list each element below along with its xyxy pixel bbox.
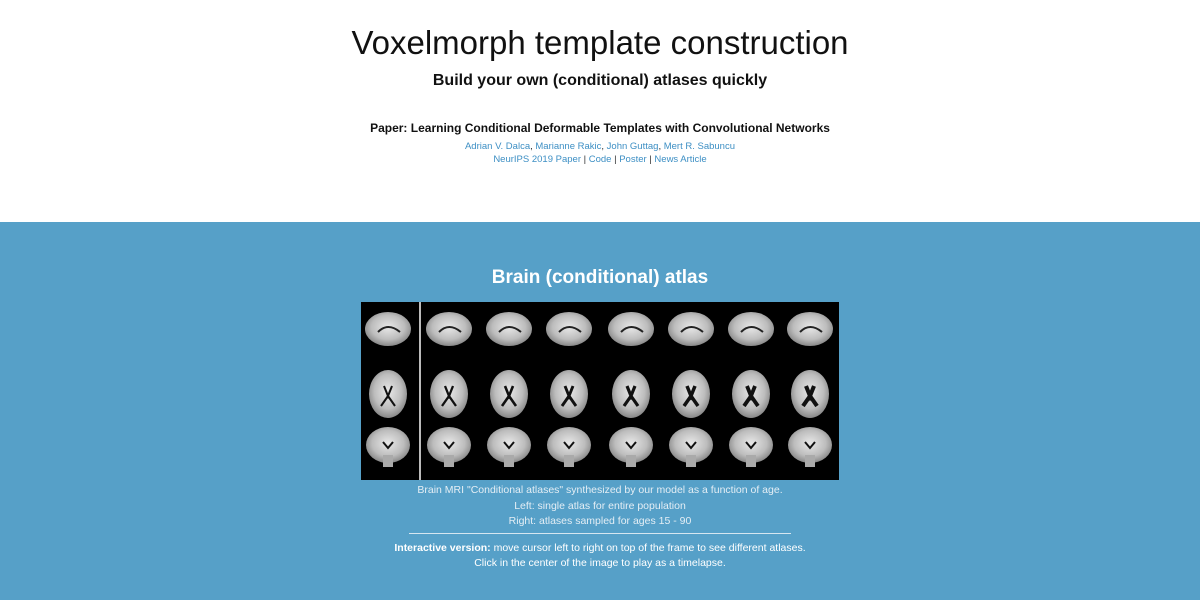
paper-link[interactable]: NeurIPS 2019 Paper — [493, 154, 581, 165]
header — [0, 0, 1200, 222]
interactive-label: Interactive version: — [394, 542, 491, 554]
news-link[interactable]: News Article — [654, 154, 707, 165]
caption-line: Right: atlases sampled for ages 15 - 90 — [508, 515, 692, 527]
divider — [419, 302, 421, 480]
brain-atlas-grid — [361, 302, 839, 480]
sagittal-slice — [546, 312, 592, 346]
caption-line: Left: single atlas for entire population — [514, 500, 686, 512]
sagittal-slice — [608, 312, 654, 346]
author-link[interactable]: John Guttag — [606, 141, 659, 152]
author-link[interactable]: Adrian V. Dalca — [464, 141, 531, 152]
poster-link[interactable]: Poster — [619, 154, 647, 165]
interactive-text: move cursor left to right on top of the frame to see different atlases. — [490, 542, 806, 554]
page-title: Voxelmorph template construction — [351, 24, 849, 61]
paper-title: Paper: Learning Conditional Deformable Templates with Convolutional Networks — [370, 121, 830, 135]
atlas-section — [0, 222, 1200, 600]
sagittal-slice — [426, 312, 472, 346]
interactive-note — [0, 542, 1200, 554]
section-title: Brain (conditional) atlas — [491, 267, 709, 288]
sagittal-slice — [728, 312, 774, 346]
authors: Adrian V. Dalca, Marianne Rakic, John Guttag, Mert R. Sabuncu — [464, 141, 736, 152]
interactive-note-2: Click in the center of the image to play as a timelapse. — [474, 557, 726, 569]
sagittal-slice — [668, 312, 714, 346]
sagittal-slice — [486, 312, 532, 346]
page-subtitle: Build your own (conditional) atlases quickly — [432, 72, 768, 89]
caption-line: Brain MRI "Conditional atlases" synthesized by our model as a function of age. — [417, 484, 783, 496]
author-link[interactable]: Marianne Rakic — [535, 141, 602, 152]
code-link[interactable]: Code — [588, 154, 612, 165]
divider — [409, 533, 791, 534]
resource-links: NeurIPS 2019 Paper | Code | Poster | News Article — [493, 154, 707, 165]
sagittal-slice — [365, 312, 411, 346]
sagittal-slice — [787, 312, 833, 346]
atlas-image[interactable] — [361, 302, 839, 480]
author-link[interactable]: Mert R. Sabuncu — [663, 141, 736, 152]
